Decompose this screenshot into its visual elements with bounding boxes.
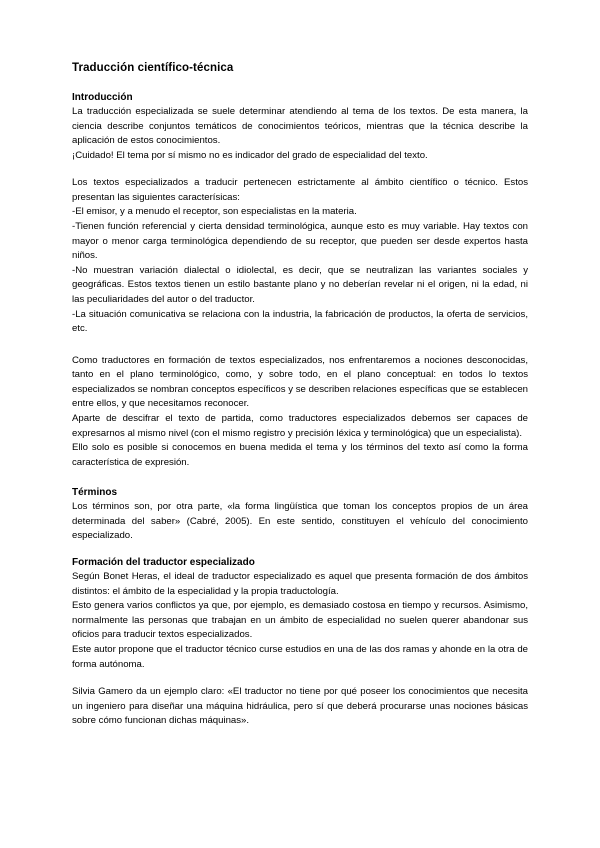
paragraph: Este autor propone que el traductor técnico curse estudios en una de las dos ramas y ahonde en la otra de forma autónoma. <box>72 643 528 670</box>
paragraph: Silvia Gamero da un ejemplo claro: «El traductor no tiene por qué poseer los conocimientos que necesita un ingeniero para diseñar una máquina hidráulica, pero sí que deberá procurarse unas nociones básicas sobre cómo funcionan dichas máquinas». <box>72 686 528 727</box>
paragraph: Según Bonet Heras, el ideal de traductor especializado es aquel que presenta formación de dos ámbitos distintos: el ámbito de la especialidad y la propia traductología. <box>72 571 528 597</box>
paragraph: -No muestran variación dialectal o idiolectal, es decir, que se neutralizan las variantes sociales y geográficas. Estos textos tienen un estilo bastante plano y no deberían revelar ni el origen, ni la edad, ni las peculiaridades del autor o del traductor. <box>72 264 528 305</box>
paragraph: ¡Cuidado! El tema por sí mismo no es indicador del grado de especialidad del texto. <box>72 149 428 161</box>
section-heading-formacion: Formación del traductor especializado <box>72 557 255 569</box>
spacer <box>72 337 528 354</box>
paragraph: Los términos son, por otra parte, «la forma lingüística que toman los conceptos propios de un área determinada del saber» (Cabré, 2005). En este sentido, constituyen el vehículo del conocimiento especializado. <box>72 501 528 542</box>
spacer <box>72 544 528 557</box>
paragraph: -El emisor, y a menudo el receptor, son especialistas en la materia. <box>72 206 357 218</box>
paragraph: Aparte de descifrar el texto de partida, como traductores especializados debemos ser capaces de expresarnos al mismo nivel (con el mismo registro y precisión léxica y terminológica) que un especialista). <box>72 412 528 439</box>
paragraph: -La situación comunicativa se relaciona con la industria, la fabricación de productos, la oferta de servicios, etc. <box>72 308 528 335</box>
paragraph: Esto genera varios conflictos ya que, por ejemplo, es demasiado costosa en tiempo y recursos. Asimismo, normalmente las personas que trabajan en un ámbito de especialidad no suelen querer abandonar sus oficios para traducir textos especializados. <box>72 600 528 641</box>
section-heading-terminos: Términos <box>72 487 118 499</box>
paragraph: Ello solo es posible si conocemos en buena medida el tema y los términos del texto así como la forma característica de expresión. <box>72 442 528 468</box>
paragraph: Como traductores en formación de textos especializados, nos enfrentaremos a nociones desconocidas, tanto en el plano terminológico, como, y sobre todo, en el plano conceptual: en todos lo textos especializados se nombran conceptos específicos y se describen relaciones específicas que se establecen entre ellos, y que necesitamos reconocer. <box>72 354 528 410</box>
paragraph: La traducción especializada se suele determinar atendiendo al tema de los textos. De esta manera, la ciencia describe conjuntos temáticos de conocimientos teóricos, mientras que la técnica describe la aplicación de estos conocimientos. <box>72 106 528 147</box>
spacer <box>72 672 528 685</box>
page-title: Traducción científico-técnica <box>72 62 234 74</box>
paragraph: Los textos especializados a traducir pertenecen estrictamente al ámbito científico o técnico. Estos presentan las siguientes caracterísicas: <box>72 177 528 203</box>
spacer <box>72 470 528 487</box>
section-heading-introduccion: Introducción <box>72 92 133 103</box>
paragraph: -Tienen función referencial y cierta densidad terminológica, aunque esto es muy variable. Hay textos con mayor o menor carga terminológica dependiendo de su receptor, que pueden ser desde expertos hasta niños. <box>72 221 528 262</box>
spacer <box>72 163 528 176</box>
